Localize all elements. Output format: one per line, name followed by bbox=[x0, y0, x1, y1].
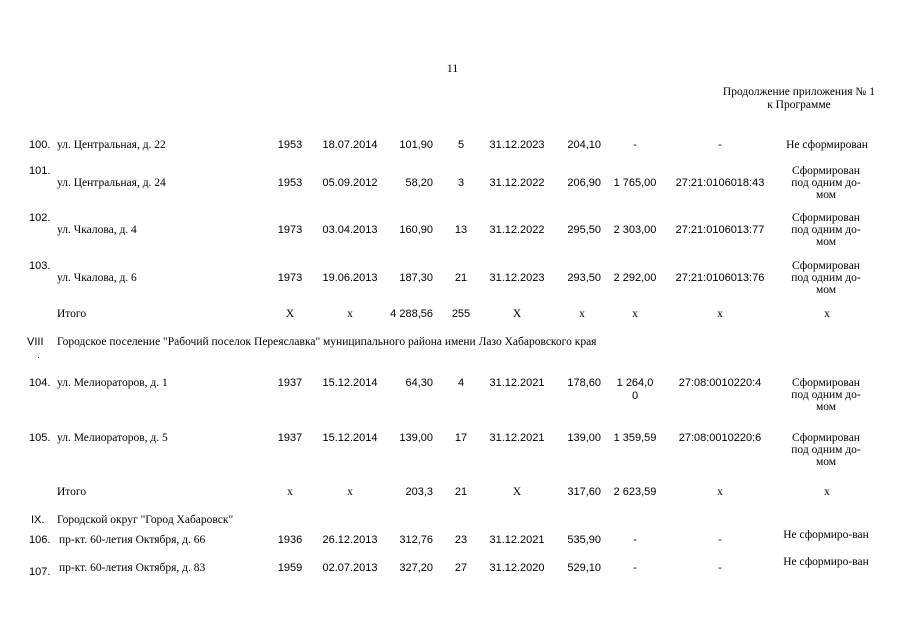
address: ул. Центральная, д. 24 bbox=[57, 177, 166, 189]
date: 02.07.2013 bbox=[322, 562, 378, 574]
area2: 529,10 bbox=[567, 562, 601, 574]
area: 4 288,56 bbox=[390, 308, 433, 320]
deadline: 31.12.2021 bbox=[489, 377, 545, 389]
people: 17 bbox=[454, 432, 468, 444]
year: 1973 bbox=[277, 272, 303, 284]
deadline: 31.12.2023 bbox=[489, 272, 545, 284]
cadastral: 27:08:0010220:4 bbox=[678, 377, 762, 389]
cadastral: х bbox=[717, 308, 723, 320]
area2: 317,60 bbox=[567, 486, 601, 498]
date: 05.09.2012 bbox=[322, 177, 378, 189]
total-label: Итого bbox=[57, 486, 87, 498]
row-number: 103. bbox=[29, 260, 51, 272]
row-number: 104. bbox=[29, 377, 51, 389]
section-title: Городское поселение "Рабочий поселок Переяславка" муниципального района имени Лазо Хабаровского края bbox=[57, 336, 597, 348]
row-number: 101. bbox=[29, 165, 51, 177]
people: 21 bbox=[454, 272, 468, 284]
deadline: 31.12.2021 bbox=[489, 534, 545, 546]
deadline: 31.12.2023 bbox=[489, 139, 545, 151]
deadline: 31.12.2020 bbox=[489, 562, 545, 574]
date: 18.07.2014 bbox=[322, 139, 378, 151]
cadastral: х bbox=[717, 486, 723, 498]
area2: 535,90 bbox=[567, 534, 601, 546]
address: ул. Мелиораторов, д. 5 bbox=[57, 432, 168, 444]
sum: х bbox=[632, 308, 638, 320]
address: ул. Чкалова, д. 6 bbox=[57, 272, 137, 284]
date: 15.12.2014 bbox=[322, 432, 378, 444]
row-number: 100. bbox=[29, 139, 51, 151]
cadastral: 27:08:0010220:6 bbox=[678, 432, 762, 444]
address: ул. Центральная, д. 22 bbox=[57, 139, 166, 151]
cadastral: 27:21:0106013:76 bbox=[675, 272, 765, 284]
status: Сформирован под одним до-мом bbox=[791, 377, 861, 413]
area2: 293,50 bbox=[567, 272, 601, 284]
area: 327,20 bbox=[399, 562, 433, 574]
area: 139,00 bbox=[399, 432, 433, 444]
year: 1936 bbox=[277, 534, 303, 546]
sum: - bbox=[633, 534, 637, 546]
area2: х bbox=[579, 308, 585, 320]
area2: 206,90 bbox=[567, 177, 601, 189]
year: 1953 bbox=[277, 139, 303, 151]
people: 13 bbox=[454, 224, 468, 236]
status: х bbox=[824, 308, 830, 320]
people: 27 bbox=[454, 562, 468, 574]
date: х bbox=[347, 308, 353, 320]
sum-line2: 0 bbox=[631, 390, 639, 402]
sum: 2 623,59 bbox=[613, 486, 657, 498]
date: х bbox=[347, 486, 353, 498]
cadastral: - bbox=[718, 562, 722, 574]
total-label: Итого bbox=[57, 308, 87, 320]
deadline: Х bbox=[512, 308, 522, 320]
date: 19.06.2013 bbox=[322, 272, 378, 284]
appendix-header bbox=[723, 86, 875, 112]
people: 3 bbox=[457, 177, 465, 189]
date: 15.12.2014 bbox=[322, 377, 378, 389]
section-number: VIII bbox=[27, 336, 44, 348]
people: 21 bbox=[454, 486, 468, 498]
row-number: 105. bbox=[29, 432, 51, 444]
deadline: 31.12.2021 bbox=[489, 432, 545, 444]
deadline: 31.12.2022 bbox=[489, 177, 545, 189]
address: пр-кт. 60-летия Октября, д. 83 bbox=[59, 562, 206, 574]
year: Х bbox=[285, 308, 295, 320]
people: 4 bbox=[457, 377, 465, 389]
deadline: Х bbox=[512, 486, 522, 498]
sum: - bbox=[633, 562, 637, 574]
year: х bbox=[287, 486, 293, 498]
sum: 2 292,00 bbox=[613, 272, 657, 284]
status: Не сформиро-ван bbox=[783, 529, 869, 541]
date: 26.12.2013 bbox=[322, 534, 378, 546]
sum: 2 303,00 bbox=[613, 224, 657, 236]
year: 1959 bbox=[277, 562, 303, 574]
area: 312,76 bbox=[399, 534, 433, 546]
people: 23 bbox=[454, 534, 468, 546]
area: 160,90 bbox=[399, 224, 433, 236]
sum: - bbox=[633, 139, 637, 151]
area: 203,3 bbox=[405, 486, 433, 498]
sum-line1: 1 264,0 bbox=[616, 377, 654, 389]
sum: 1 359,59 bbox=[613, 432, 657, 444]
area2: 204,10 bbox=[567, 139, 601, 151]
cadastral: - bbox=[718, 139, 722, 151]
appendix-header-line1: Продолжение приложения № 1 bbox=[722, 86, 875, 98]
deadline: 31.12.2022 bbox=[489, 224, 545, 236]
status: Не сформиро-ван bbox=[783, 556, 869, 568]
year: 1937 bbox=[277, 432, 303, 444]
sum bbox=[605, 377, 665, 403]
area2: 139,00 bbox=[567, 432, 601, 444]
area: 101,90 bbox=[399, 139, 433, 151]
address: ул. Чкалова, д. 4 bbox=[57, 224, 137, 236]
people: 255 bbox=[451, 308, 471, 320]
status: х bbox=[824, 486, 830, 498]
status: Сформирован под одним до-мом bbox=[791, 432, 861, 468]
section-title: Городской округ "Город Хабаровск" bbox=[57, 514, 234, 526]
area: 58,20 bbox=[405, 177, 433, 189]
cadastral: 27:21:0106013:77 bbox=[675, 224, 765, 236]
cadastral: 27:21:0106018:43 bbox=[675, 177, 765, 189]
date: 03.04.2013 bbox=[322, 224, 378, 236]
area2: 178,60 bbox=[567, 377, 601, 389]
year: 1937 bbox=[277, 377, 303, 389]
year: 1973 bbox=[277, 224, 303, 236]
page-number: 11 bbox=[446, 61, 459, 75]
row-number: 106. bbox=[29, 534, 51, 546]
status: Не сформирован bbox=[786, 139, 868, 151]
status: Сформирован под одним до-мом bbox=[791, 260, 861, 296]
status: Сформирован под одним до-мом bbox=[791, 165, 861, 201]
area: 187,30 bbox=[399, 272, 433, 284]
area: 64,30 bbox=[405, 377, 433, 389]
cadastral: - bbox=[718, 534, 722, 546]
section-number-dot: . bbox=[37, 349, 41, 361]
appendix-header-line2: к Программе bbox=[767, 99, 831, 111]
address: ул. Мелиораторов, д. 1 bbox=[57, 377, 168, 389]
area2: 295,50 bbox=[567, 224, 601, 236]
sum: 1 765,00 bbox=[613, 177, 657, 189]
people: 5 bbox=[457, 139, 465, 151]
year: 1953 bbox=[277, 177, 303, 189]
address: пр-кт. 60-летия Октября, д. 66 bbox=[59, 534, 206, 546]
section-number: IX. bbox=[31, 514, 45, 526]
row-number: 107. bbox=[29, 566, 51, 578]
row-number: 102. bbox=[29, 212, 51, 224]
status: Сформирован под одним до-мом bbox=[791, 212, 861, 248]
